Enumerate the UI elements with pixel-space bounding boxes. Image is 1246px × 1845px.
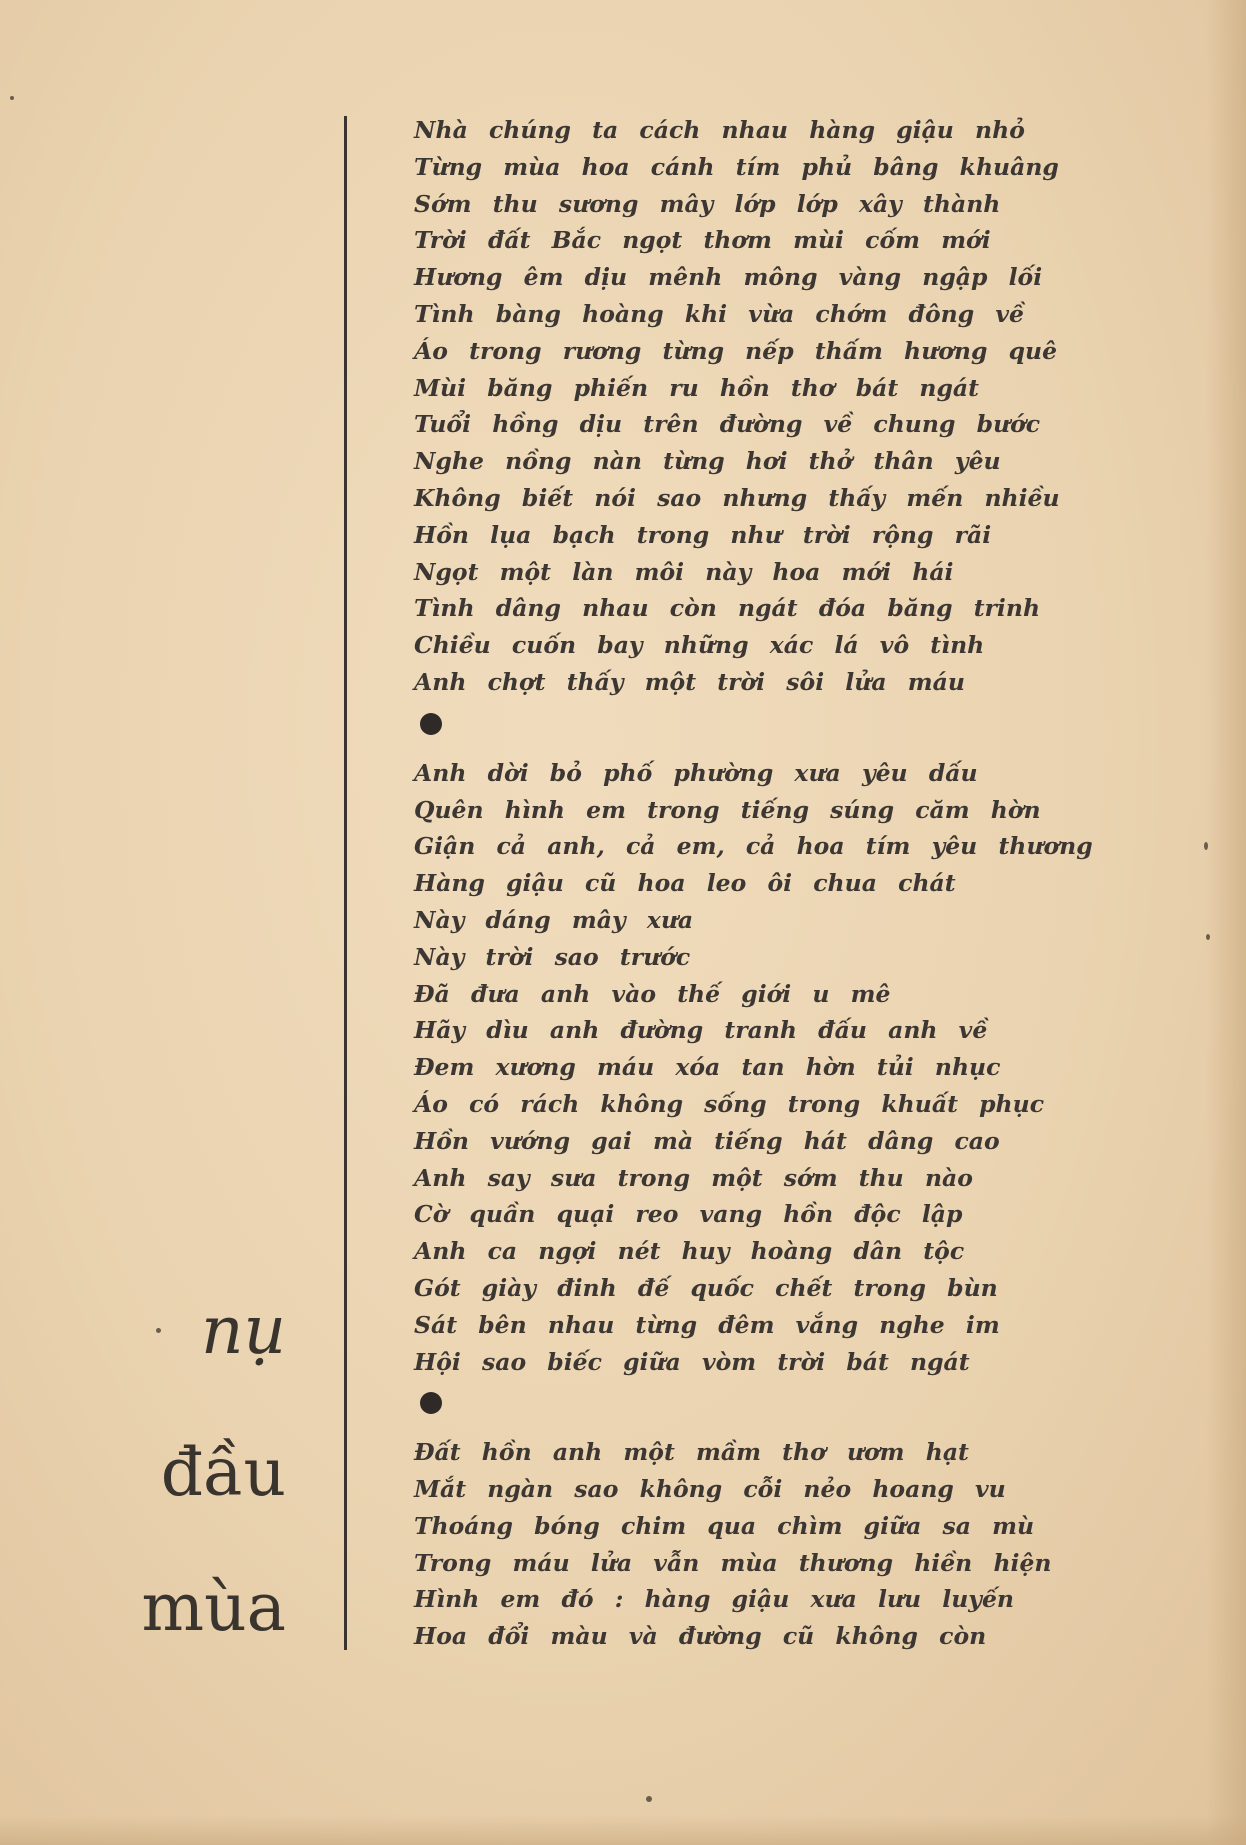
- poem-line: Thoáng bóng chim qua chìm giữa sa mù: [414, 1511, 1035, 1540]
- poem-line: Hàng giậu cũ hoa leo ôi chua chát: [414, 869, 956, 898]
- poem-line: Áo trong rương từng nếp thấm hương quê: [414, 336, 1058, 365]
- poem-line: Tuổi hồng dịu trên đường về chung bước: [414, 410, 1041, 439]
- poem-line: Hồn vướng gai mà tiếng hát dâng cao: [414, 1126, 1000, 1155]
- poem-line: Này dáng mây xưa: [414, 905, 694, 934]
- poem-line: Sát bên nhau từng đêm vắng nghe im: [414, 1310, 1000, 1339]
- paper-speck: [646, 1796, 652, 1802]
- poem-title-word-2: đầu: [160, 1434, 286, 1511]
- poem-line: Anh say sưa trong một sớm thu nào: [414, 1163, 973, 1192]
- paper-edge-bottom: [0, 1815, 1246, 1845]
- poem-line: Tình dâng nhau còn ngát đóa băng trinh: [414, 594, 1041, 623]
- poem-line: Áo có rách không sống trong khuất phục: [414, 1089, 1045, 1118]
- vertical-divider-rule: [344, 116, 347, 1650]
- poem-title-word-3: mùa: [141, 1569, 286, 1646]
- poem-line: Từng mùa hoa cánh tím phủ bâng khuâng: [414, 152, 1059, 181]
- poem-line: Anh dời bỏ phố phường xưa yêu dấu: [414, 758, 978, 787]
- poem-line: Anh chợt thấy một trời sôi lửa máu: [414, 667, 965, 696]
- stanza-3: [414, 1434, 1054, 1655]
- poem-line: Đã đưa anh vào thế giới u mê: [414, 979, 891, 1008]
- poem-line: Cờ quần quại reo vang hồn độc lập: [414, 1200, 963, 1229]
- poem-line: Ngọt một làn môi này hoa mới hái: [414, 557, 954, 586]
- poem-line: Hương êm dịu mênh mông vàng ngập lối: [414, 263, 1043, 292]
- poem-line: Không biết nói sao nhưng thấy mến nhiều: [414, 483, 1060, 512]
- poem-line: Nghe nồng nàn từng hơi thở thân yêu: [414, 447, 1001, 476]
- poem-body: [414, 112, 1093, 1655]
- poem-line: Trời đất Bắc ngọt thơm mùi cốm mới: [414, 226, 991, 255]
- poem-line: Hình em đó : hàng giậu xưa lưu luyến: [414, 1585, 1014, 1614]
- poem-line: Mắt ngàn sao không cỗi nẻo hoang vu: [414, 1475, 1006, 1504]
- stanza-1: [414, 112, 1060, 701]
- poem-line: Sớm thu sương mây lớp lớp xây thành: [414, 189, 1001, 218]
- paper-edge-right: [1206, 0, 1246, 1845]
- paper-speck: [10, 96, 14, 100]
- stanza-separator-bullet: [420, 1392, 442, 1414]
- poem-line: Giận cả anh, cả em, cả hoa tím yêu thương: [414, 832, 1093, 861]
- stanza-separator-bullet: [420, 713, 442, 735]
- poem-line: Trong máu lửa vẫn mùa thương hiền hiện: [414, 1548, 1052, 1577]
- poem-line: Nhà chúng ta cách nhau hàng giậu nhỏ: [414, 116, 1025, 144]
- poem-title-word-1: nụ: [200, 1292, 286, 1369]
- poem-line: Đất hồn anh một mầm thơ ươm hạt: [414, 1438, 969, 1467]
- poem-line: Gót giày đinh đế quốc chết trong bùn: [414, 1273, 998, 1302]
- poem-line: Này trời sao trước: [414, 942, 691, 971]
- poem-line: Hồn lụa bạch trong như trời rộng rãi: [414, 520, 992, 549]
- poem-line: Anh ca ngợi nét huy hoàng dân tộc: [414, 1237, 965, 1266]
- poem-line: Chiều cuốn bay những xác lá vô tình: [414, 631, 985, 660]
- poem-line: Hoa đổi màu và đường cũ không còn: [414, 1622, 987, 1651]
- paper-speck: [1204, 842, 1208, 850]
- poem-line: Quên hình em trong tiếng súng căm hờn: [414, 795, 1041, 824]
- paper-speck: [1206, 934, 1210, 940]
- poem-line: Đem xương máu xóa tan hờn tủi nhục: [414, 1053, 1001, 1082]
- poem-line: Mùi băng phiến ru hồn thơ bát ngát: [414, 373, 979, 402]
- stanza-2: [414, 755, 1093, 1381]
- poem-line: Hãy dìu anh đường tranh đấu anh về: [414, 1016, 988, 1045]
- poem-line: Hội sao biếc giữa vòm trời bát ngát: [414, 1347, 970, 1376]
- poem-line: Tình bàng hoàng khi vừa chớm đông về: [414, 299, 1024, 328]
